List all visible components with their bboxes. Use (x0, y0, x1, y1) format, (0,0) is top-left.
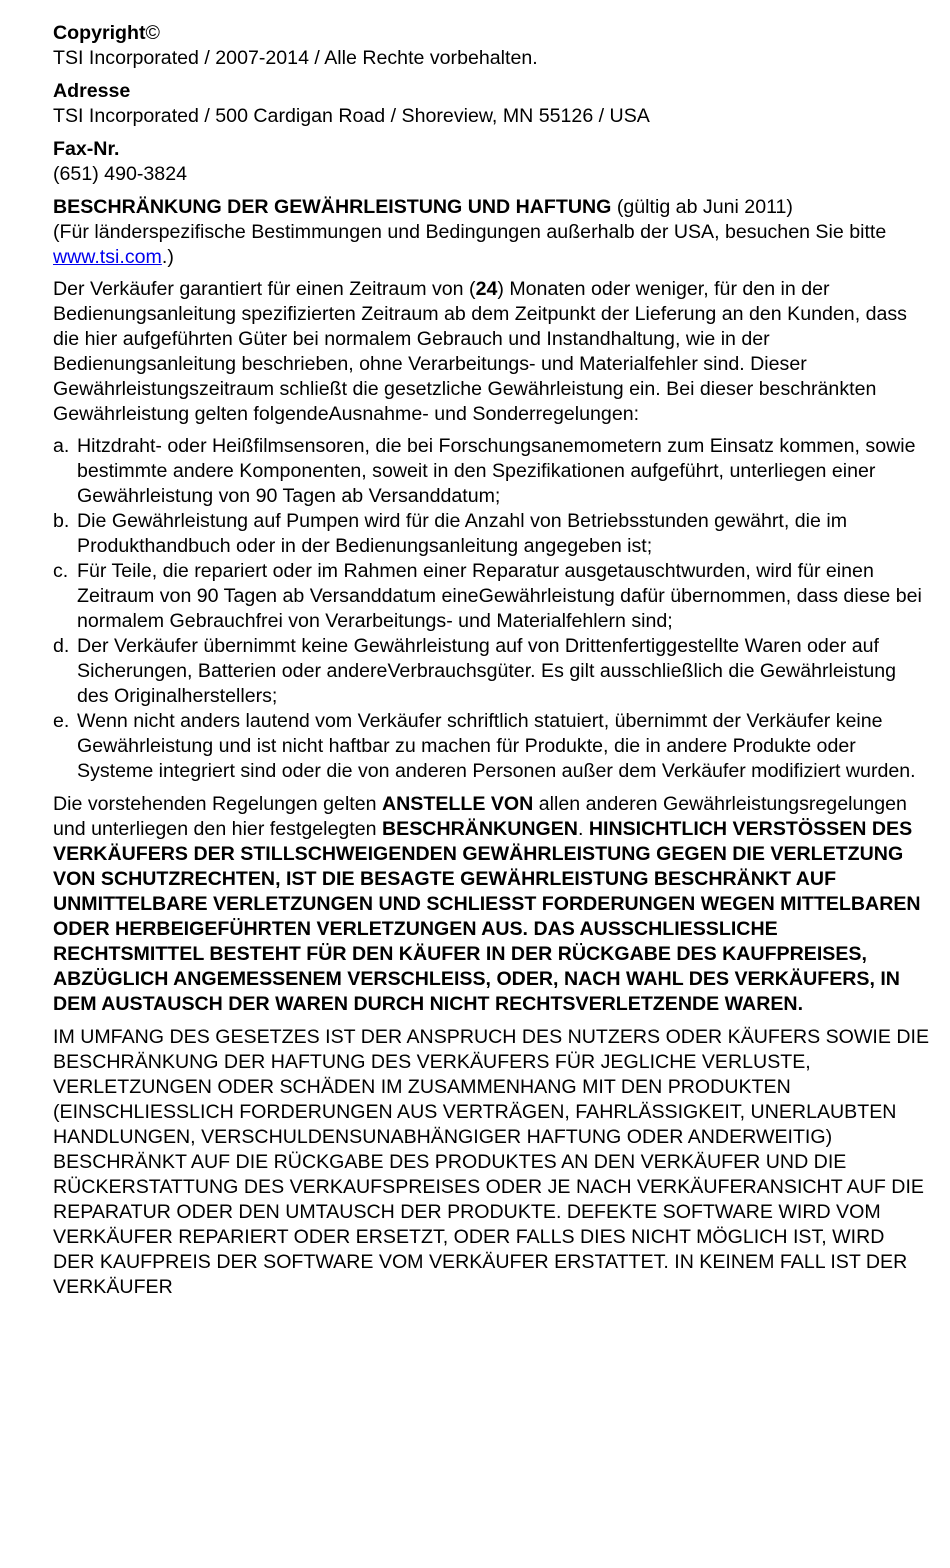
address-label: Adresse (53, 80, 131, 102)
warranty-intro (53, 277, 930, 427)
list-marker: e. (53, 710, 70, 732)
warranty-months: 24 (475, 278, 498, 300)
intro-text-end: ) Monaten oder weniger, für den in der Bedienungsanleitung spezifizierten Zeitraum ab dem Zeitpunkt der Lieferung an den Kunden, dass die hier aufgeführten Güter bei normalem Gebrauch und Instandhaltung, wie in der Bedienungsanleitung beschrieben, ohne Verarbeitungs- und Materialfehler sind. Dieser Gewährleistungszeitraum schließt die gesetzliche Gewährleistung ein. Bei dieser beschränkten Gewährleistung gelten folgendeAusnahme- und Sonderregelungen: (53, 278, 907, 425)
warranty-heading (53, 195, 930, 270)
exceptions-list (53, 434, 930, 784)
warranty-note: (Für länderspezifische Bestimmungen und Bedingungen außerhalb der USA, besuchen Sie bitte (53, 221, 887, 243)
copyright-label: Copyright (53, 22, 146, 44)
limitation-emphasis-2: BESCHRÄNKUNGEN (382, 818, 578, 840)
list-item (53, 634, 930, 709)
copyright-heading (53, 21, 930, 46)
liability-paragraph: IM UMFANG DES GESETZES IST DER ANSPRUCH DES NUTZERS ODER KÄUFERS SOWIE DIE BESCHRÄNKUNG DER HAFTUNG DES VERKÄUFERS FÜR JEGLICHE VERLUSTE, VERLETZUNGEN ODER SCHÄDEN IM ZUSAMMENHANG MIT DEN PRODUKTEN (EINSCHLIESSLICH FORDERUNGEN AUS VERTRÄGEN, FAHRLÄSSIGKEIT, UNERLAUBTEN HANDLUNGEN, VERSCHULDENSUNABHÄNGIGER HAFTUNG ODER ANDERWEITIG) BESCHRÄNKT AUF DIE RÜCKGABE DES PRODUKTES AN DEN VERKÄUFER UND DIE RÜCKERSTATTUNG DES VERKAUFSPREISES ODER JE NACH VERKÄUFERANSICHT AUF DIE REPARATUR ODER DEN UMTAUSCH DER PRODUKTE. DEFEKTE SOFTWARE WIRD VOM VERKÄUFER REPARIERT ODER ERSETZT, ODER FALLS DIES NICHT MÖGLICH IST, WIRD DER KAUFPREIS DER SOFTWARE VOM VERKÄUFER ERSTATTET. IN KEINEM FALL IST DER VERKÄUFER (53, 1026, 930, 1298)
copyright-section (53, 21, 930, 71)
list-item-text: Wenn nicht anders lautend vom Verkäufer schriftlich statuiert, übernimmt der Verkäufer keine Gewährleistung und ist nicht haftbar zu machen für Produkte, die in andere Produkte oder Systeme integriert sind oder die von anderen Personen außer dem Verkäufer modifiziert wurden. (77, 710, 916, 782)
fax-label: Fax-Nr. (53, 138, 120, 160)
copyright-text: TSI Incorporated / 2007-2014 / Alle Rechte vorbehalten. (53, 47, 538, 69)
warranty-note-end: .) (161, 246, 174, 268)
limitation-paragraph (53, 792, 930, 1017)
list-item (53, 509, 930, 559)
fax-section (53, 137, 930, 187)
limitation-caps-clause: HINSICHTLICH VERSTÖSSEN DES VERKÄUFERS DER STILLSCHWEIGENDEN GEWÄHRLEISTUNG GEGEN DIE VERLETZUNG VON SCHUTZRECHTEN, IST DIE BESAGTE GEWÄHRLEISTUNG BESCHRÄNKT AUF UNMITTELBARE VERLETZUNGEN UND SCHLIESST FORDERUNGEN WEGEN MITTELBAREN ODER HERBEIGEFÜHRTEN VERLETZUNGEN AUS. DAS AUSSCHLIESSLICHE RECHTSMITTEL BESTEHT FÜR DEN KÄUFER IN DER RÜCKGABE DES KAUFPREISES, ABZÜGLICH ANGEMESSENEM VERSCHLEISS, ODER, NACH WAHL DES VERKÄUFERS, IN DEM AUSTAUSCH DER WAREN DURCH NICHT RECHTSVERLETZENDE WAREN. (53, 818, 921, 1015)
copyright-symbol: © (145, 22, 160, 44)
limitation-text-3: . (577, 818, 589, 840)
list-item (53, 559, 930, 634)
limitation-emphasis-1: ANSTELLE VON (381, 793, 534, 815)
list-marker: d. (53, 635, 70, 657)
list-marker: b. (53, 510, 70, 532)
fax-number: (651) 490-3824 (53, 163, 187, 185)
address-section (53, 79, 930, 129)
limitation-text-1: Die vorstehenden Regelungen gelten (53, 793, 382, 815)
list-item (53, 434, 930, 509)
list-marker: a. (53, 435, 70, 457)
list-item-text: Der Verkäufer übernimmt keine Gewährleistung auf von Drittenfertiggestellte Waren oder auf Sicherungen, Batterien oder andereVerbrauchsgüter. Es gilt ausschließlich die Gewährleistung des Originalherstellers; (77, 635, 897, 707)
list-marker: c. (53, 560, 69, 582)
warranty-title: BESCHRÄNKUNG DER GEWÄHRLEISTUNG UND HAFTUNG (53, 196, 612, 218)
address-text: TSI Incorporated / 500 Cardigan Road / Shoreview, MN 55126 / USA (53, 105, 650, 127)
warranty-validity: (gültig ab Juni 2011) (611, 196, 793, 218)
limitation-text-2: allen anderen Gewährleistungsregelungen und unterliegen den hier festgelegten (53, 793, 907, 840)
list-item-text: Hitzdraht- oder Heißfilmsensoren, die bei Forschungsanemometern zum Einsatz kommen, sowie bestimmte andere Komponenten, soweit in den Spezifikationen aufgeführt, unterliegen einer Gewährleistung von 90 Tagen ab Versanddatum; (77, 435, 916, 507)
intro-text-start: Der Verkäufer garantiert für einen Zeitraum von ( (53, 278, 476, 300)
tsi-website-link[interactable]: www.tsi.com (53, 246, 162, 268)
list-item-text: Für Teile, die repariert oder im Rahmen einer Reparatur ausgetauschtwurden, wird für einen Zeitraum von 90 Tagen ab Versanddatum eineGewährleistung dafür übernommen, dass diese bei normalem Gebrauchfrei von Verarbeitungs- und Materialfehlern sind; (77, 560, 922, 632)
list-item (53, 709, 930, 784)
list-item-text: Die Gewährleistung auf Pumpen wird für die Anzahl von Betriebsstunden gewährt, die im Produkthandbuch oder in der Bedienungsanleitung angegeben ist; (77, 510, 848, 557)
